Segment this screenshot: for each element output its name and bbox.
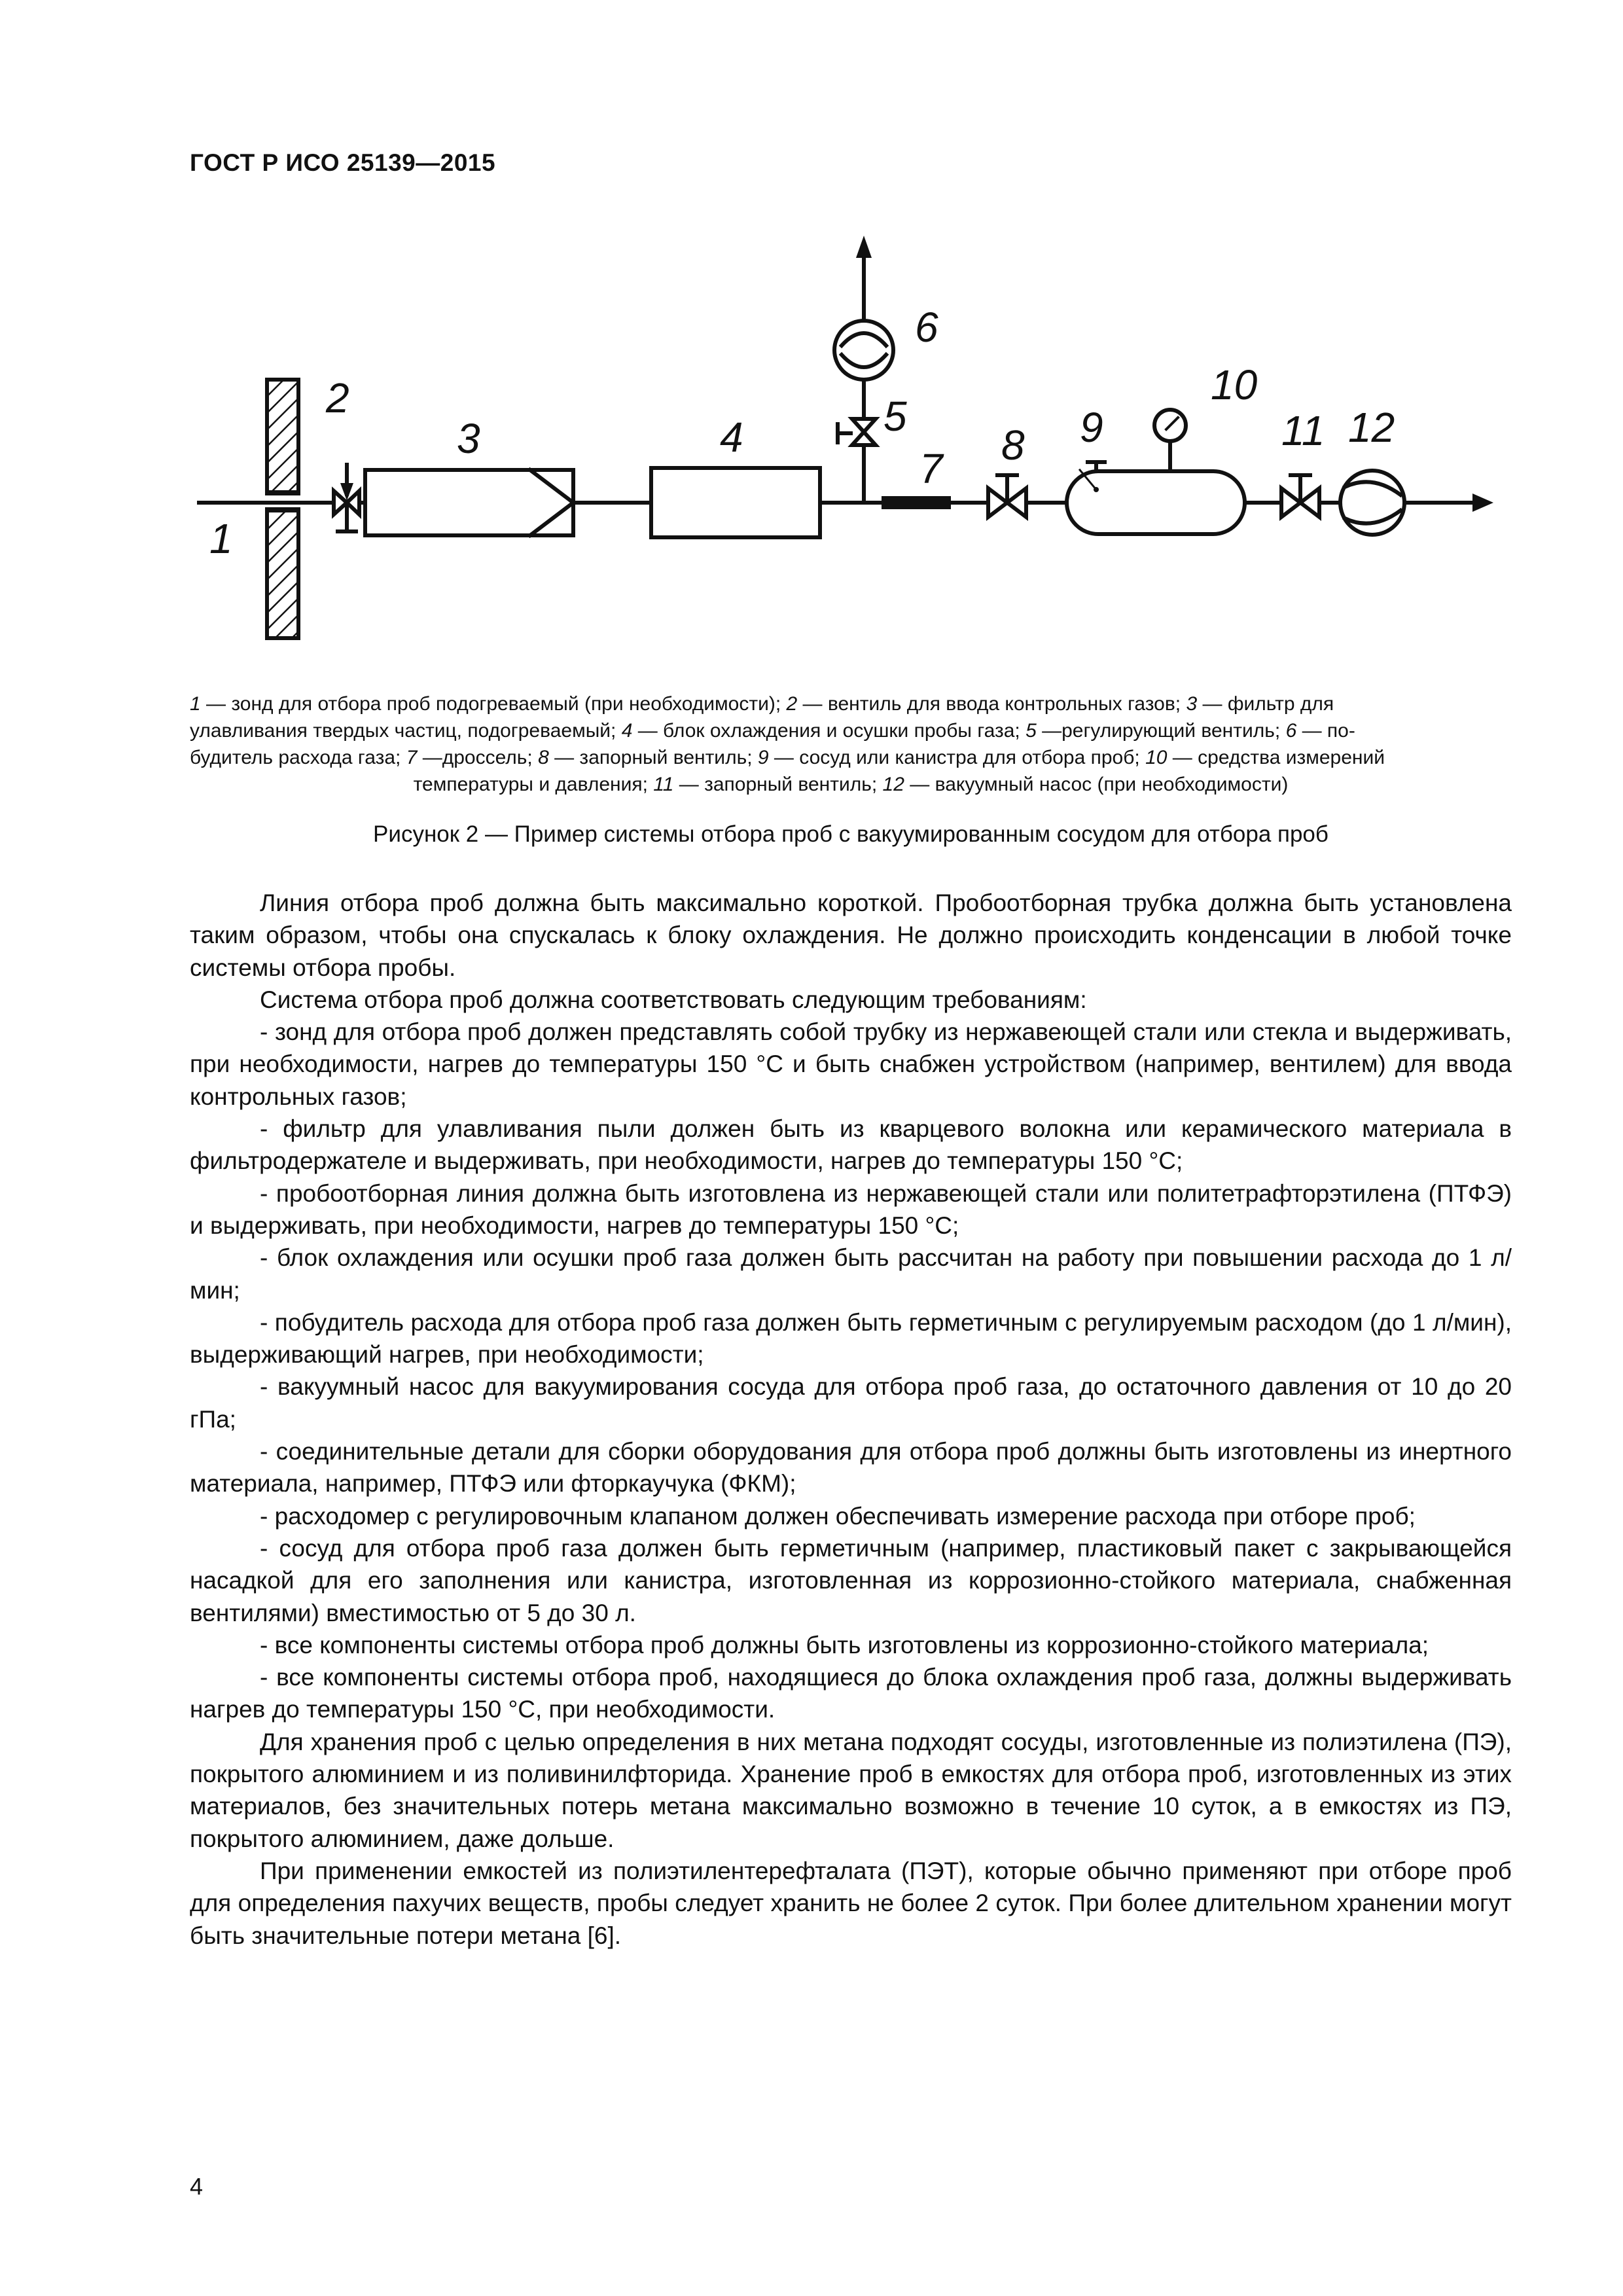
label-2: 2	[326, 374, 349, 422]
legend-text: — по-	[1296, 720, 1355, 742]
paragraph: - вакуумный насос для вакуумирования сосуда для отбора проб газа, до остаточного давления от 10 до 20 гПа;	[190, 1373, 1512, 1433]
label-3: 3	[457, 415, 480, 462]
legend-number: 11	[653, 774, 674, 795]
paragraph: - соединительные детали для сборки оборудования для отбора проб должны быть изготовлены из инертного материала, например, ПТФЭ или фторкаучука (ФКМ);	[190, 1438, 1512, 1498]
legend-text: —регулирующий вентиль;	[1036, 720, 1286, 742]
filter-3-symbol	[365, 470, 573, 535]
label-4: 4	[720, 414, 743, 461]
cooling-unit-4-symbol	[651, 468, 820, 537]
legend-text: —дроссель;	[417, 747, 539, 768]
legend-text: — зонд для отбора проб подогреваемый (при необходимости);	[200, 693, 787, 715]
legend-number: 10	[1145, 747, 1168, 768]
paragraph: - пробоотборная линия должна быть изготовлена из нержавеющей стали или политетрафторэтилена (ПТФЭ) и выдерживать, при необходимости, нагрев до температуры 150 °С;	[190, 1179, 1512, 1239]
legend-number: 12	[882, 774, 904, 795]
label-12: 12	[1348, 404, 1395, 451]
legend-text: — вакуумный насос (при необходимости)	[904, 774, 1289, 795]
legend-number: 3	[1186, 693, 1198, 715]
legend-number: 8	[538, 747, 549, 768]
legend-number: 6	[1285, 720, 1297, 742]
paragraph: - сосуд для отбора проб газа должен быть герметичным (например, пластиковый пакет с закрывающейся насадкой для его заполнения или канистра, изготовленная из коррозионно-стойкого материала, снабженная вентилями) вместимостью от 5 до 30 л.	[190, 1534, 1512, 1626]
legend-number: 7	[406, 747, 418, 768]
sampling-system-diagram	[190, 223, 1512, 681]
legend-text: температуры и давления;	[413, 774, 654, 795]
figure-title: Рисунок 2 — Пример системы отбора проб с вакуумированным сосудом для отбора проб	[373, 821, 1329, 847]
legend-number: 4	[621, 720, 633, 742]
branch-up	[834, 236, 893, 503]
valve-8-symbol	[988, 475, 1026, 517]
legend-text: — средства измерений	[1167, 747, 1385, 768]
legend-number: 9	[757, 747, 769, 768]
label-5: 5	[883, 393, 907, 440]
paragraph: Для хранения проб с целью определения в них метана подходят сосуды, изготовленные из полиэтилена (ПЭ), покрытого алюминием и из поливинилфторида. Хранение проб в емкостях для отбора проб, изготовленных из этих материалов, без значительных потерь метана максимально возможно в течение 10 суток, а в емкостях из ПЭ, покрытого алюминием, даже дольше.	[190, 1728, 1512, 1852]
legend-line	[190, 744, 1512, 771]
paragraph: - побудитель расхода для отбора проб газа должен быть герметичным с регулируемым расходом (до 1 л/мин), выдерживающий нагрев, при необходимости;	[190, 1308, 1512, 1369]
body-text	[190, 887, 1512, 1952]
legend-text: — запорный вентиль;	[673, 774, 883, 795]
legend-number: 2	[786, 693, 798, 715]
valve-11-symbol	[1281, 475, 1319, 517]
legend-line	[190, 771, 1512, 798]
legend-text: — блок охлаждения и осушки пробы газа;	[632, 720, 1026, 742]
paragraph: - расходомер с регулировочным клапаном должен обеспечивать измерение расхода при отборе проб;	[260, 1502, 1416, 1530]
throttle-7-symbol	[883, 498, 949, 507]
paragraph: - блок охлаждения или осушки проб газа должен быть рассчитан на работу при повышении расхода до 1 л/мин;	[190, 1244, 1512, 1304]
paragraph: - зонд для отбора проб должен представлять собой трубку из нержавеющей стали или стекла и выдерживать, при необходимости, нагрев до температуры 150 °С и быть снабжен устройством (например, вентилем) для ввода контрольных газов;	[190, 1018, 1512, 1110]
legend-line	[190, 691, 1512, 717]
paragraph: Линия отбора проб должна быть максимально короткой. Пробоотборная трубка должна быть установлена таким образом, чтобы она спускалась к блоку охлаждения. Не должно происходить конденсации в любой точке системы отбора пробы.	[190, 889, 1512, 981]
legend-line	[190, 717, 1512, 744]
label-1: 1	[209, 515, 233, 562]
wall	[267, 380, 298, 638]
legend-number: 1	[190, 693, 201, 715]
figure-legend	[190, 691, 1512, 798]
document-header: ГОСТ Р ИСО 25139—2015	[190, 149, 496, 176]
label-7: 7	[919, 445, 943, 492]
legend-text: — запорный вентиль;	[548, 747, 758, 768]
vacuum-pump-12-symbol	[1340, 471, 1404, 535]
label-8: 8	[1001, 422, 1025, 469]
paragraph: Система отбора проб должна соответствовать следующим требованиям:	[260, 986, 1087, 1013]
label-11: 11	[1281, 407, 1325, 454]
paragraph: При применении емкостей из полиэтилентерефталата (ПЭТ), которые обычно применяют при отборе проб для определения пахучих веществ, пробы следует хранить не более 2 суток. При более длительном хранении могут быть значительные потери метана [6].	[190, 1857, 1512, 1949]
valve-2-symbol	[334, 465, 359, 531]
paragraph: - фильтр для улавливания пыли должен быть из кварцевого волокна или керамического материала в фильтродержателе и выдерживать, при необходимости, нагрев до температуры 150 °С;	[190, 1115, 1512, 1175]
legend-text: будитель расхода газа;	[190, 747, 406, 768]
page-number: 4	[190, 2173, 204, 2200]
legend-text: — вентиль для ввода контрольных газов;	[797, 693, 1186, 715]
label-9: 9	[1080, 404, 1103, 451]
label-10: 10	[1211, 361, 1258, 408]
legend-text: — фильтр для	[1197, 693, 1334, 715]
legend-number: 5	[1026, 720, 1037, 742]
paragraph: - все компоненты системы отбора проб, находящиеся до блока охлаждения проб газа, должны выдерживать нагрев до температуры 150 °С, при необходимости.	[190, 1664, 1512, 1723]
legend-text: улавливания твердых частиц, подогреваемый;	[190, 720, 622, 742]
label-6: 6	[915, 304, 938, 351]
legend-text: — сосуд или канистра для отбора проб;	[768, 747, 1146, 768]
paragraph: - все компоненты системы отбора проб должны быть изготовлены из коррозионно-стойкого материала;	[260, 1631, 1429, 1659]
